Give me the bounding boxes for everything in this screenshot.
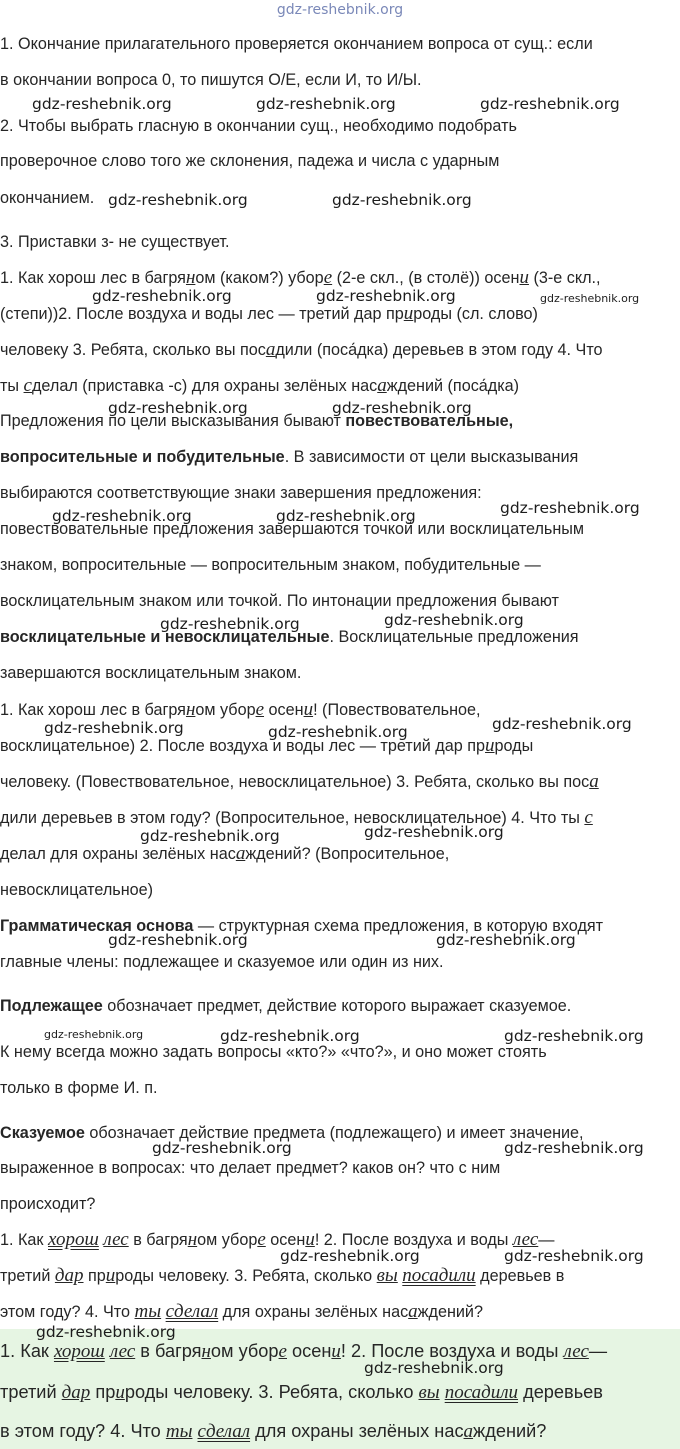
watermark-text: gdz-reshebnik.org [280,1247,420,1265]
theory-line: восклицательные и невосклицательные. Восклицательные предложения [0,628,579,646]
theory-line: выраженное в вопросах: что делает предмет? каков он? что с ним [0,1159,501,1177]
watermark-text: gdz-reshebnik.org [504,1247,644,1265]
rule-line: проверочное слово того же склонения, падежа и числа с ударным [0,152,500,170]
watermark-text: gdz-reshebnik.org [504,1139,644,1157]
exercise2-line: невосклицательное) [0,881,154,899]
exercise4-line: в этом году? 4. Что ты сделал для охраны зелёных насаждений? [0,1421,547,1442]
theory-line: выбираются соответствующие знаки завершения предложения: [0,484,482,502]
rule-line: в окончании вопроса 0, то пишутся О/Е, если И, то И/Ы. [0,71,422,89]
watermark-text: gdz-reshebnik.org [504,1027,644,1045]
theory-line: только в форме И. п. [0,1079,158,1097]
exercise2-line: дили деревьев в этом году? (Вопросительное, невосклицательное) 4. Что ты с [0,807,593,828]
watermark-text: gdz-reshebnik.org [540,292,640,305]
watermark-text: gdz-reshebnik.org [480,95,620,113]
theory-line: главные члены: подлежащее и сказуемое или один из них. [0,953,444,971]
exercise2-line: делал для охраны зелёных насаждений? (Вопросительное, [0,843,450,864]
theory-line: Грамматическая основа — структурная схема предложения, в которую входят [0,917,604,935]
rule-line: окончанием. [0,189,95,207]
theory-line: Подлежащее обозначает предмет, действие которого выражает сказуемое. [0,997,572,1015]
exercise4-line: 1. Как хорош лес в багряном уборе осени! 2. После воздуха и воды лес— [0,1341,608,1362]
watermark-text: gdz-reshebnik.org [364,1359,504,1377]
watermark-text: gdz-reshebnik.org [44,1028,144,1041]
rule-line: 1. Окончание прилагательного проверяется окончанием вопроса от сущ.: если [0,35,593,53]
theory-line: повествовательные предложения завершаются точкой или восклицательным [0,520,585,538]
theory-line: знаком, вопросительные — вопросительным знаком, побудительные — [0,556,541,574]
watermark-text: gdz-reshebnik.org [364,823,504,841]
watermark-text: gdz-reshebnik.org [108,191,248,209]
watermark-text: gdz-reshebnik.org [384,611,524,629]
watermark-text: gdz-reshebnik.org [140,827,280,845]
theory-line: завершаются восклицательным знаком. [0,664,302,682]
rule-line: 2. Чтобы выбрать гласную в окончании сущ., необходимо подобрать [0,117,517,135]
watermark-text: gdz-reshebnik.org [152,1139,292,1157]
watermark-text: gdz-reshebnik.org [316,287,456,305]
exercise3-line: этом году? 4. Что ты сделал для охраны зелёных насаждений? [0,1301,483,1322]
watermark-text: gdz-reshebnik.org [108,399,248,417]
watermark-text: gdz-reshebnik.org [220,1027,360,1045]
theory-line: Сказуемое обозначает действие предмета (подлежащего) и имеет значение, [0,1124,584,1142]
watermark-text: gdz-reshebnik.org [36,1323,176,1341]
watermark-text: gdz-reshebnik.org [92,287,232,305]
exercise1-line: человеку 3. Ребята, сколько вы посадили (поса́дка) деревьев в этом году 4. Что [0,339,603,360]
exercise4-line: третий дар природы человеку. 3. Ребята, сколько вы посадили деревьев [0,1382,603,1403]
watermark-text: gdz-reshebnik.org [52,507,192,525]
theory-line: Предложения по цели высказывания бывают повествовательные, [0,412,514,430]
watermark-text: gdz-reshebnik.org [160,615,300,633]
watermark-text: gdz-reshebnik.org [32,95,172,113]
watermark-text: gdz-reshebnik.org [268,723,408,741]
exercise2-line: 1. Как хорош лес в багряном уборе осени! (Повествовательное, [0,699,481,720]
watermark-text: gdz-reshebnik.org [332,191,472,209]
watermark-text: gdz-reshebnik.org [44,719,184,737]
exercise1-line: ты сделал (приставка -с) для охраны зелёных насаждений (поса́дка) [0,375,520,396]
watermark-text: gdz-reshebnik.org [332,399,472,417]
watermark-text: gdz-reshebnik.org [276,507,416,525]
watermark-text: gdz-reshebnik.org [436,931,576,949]
rule-line: 3. Приставки з- не существует. [0,233,230,251]
theory-line: вопросительные и побудительные. В зависимости от цели высказывания [0,448,579,466]
theory-line: восклицательным знаком или точкой. По интонации предложения бывают [0,592,559,610]
watermark-text: gdz-reshebnik.org [108,931,248,949]
watermark-text: gdz-reshebnik.org [256,95,396,113]
theory-line: происходит? [0,1195,96,1213]
exercise1-line: (степи))2. После воздуха и воды лес — третий дар природы (сл. слово) [0,303,538,324]
site-watermark-top: gdz-reshebnik.org [276,2,404,18]
exercise1-line: 1. Как хорош лес в багряном (каком?) уборе (2-е скл., (в столё)) осени (3-е скл., [0,267,601,288]
exercise3-line: третий дар природы человеку. 3. Ребята, сколько вы посадили деревьев в [0,1265,565,1286]
watermark-text: gdz-reshebnik.org [492,715,632,733]
watermark-text: gdz-reshebnik.org [500,499,640,517]
theory-line: К нему всегда можно задать вопросы «кто?» «что?», и оно может стоять [0,1043,547,1061]
exercise2-line: человеку. (Повествовательное, невосклицательное) 3. Ребята, сколько вы поса [0,771,599,792]
exercise3-line: 1. Как хорош лес в багряном уборе осени! 2. После воздуха и воды лес— [0,1229,555,1250]
exercise2-line: восклицательное) 2. После воздуха и воды лес — третий дар природы [0,735,534,756]
